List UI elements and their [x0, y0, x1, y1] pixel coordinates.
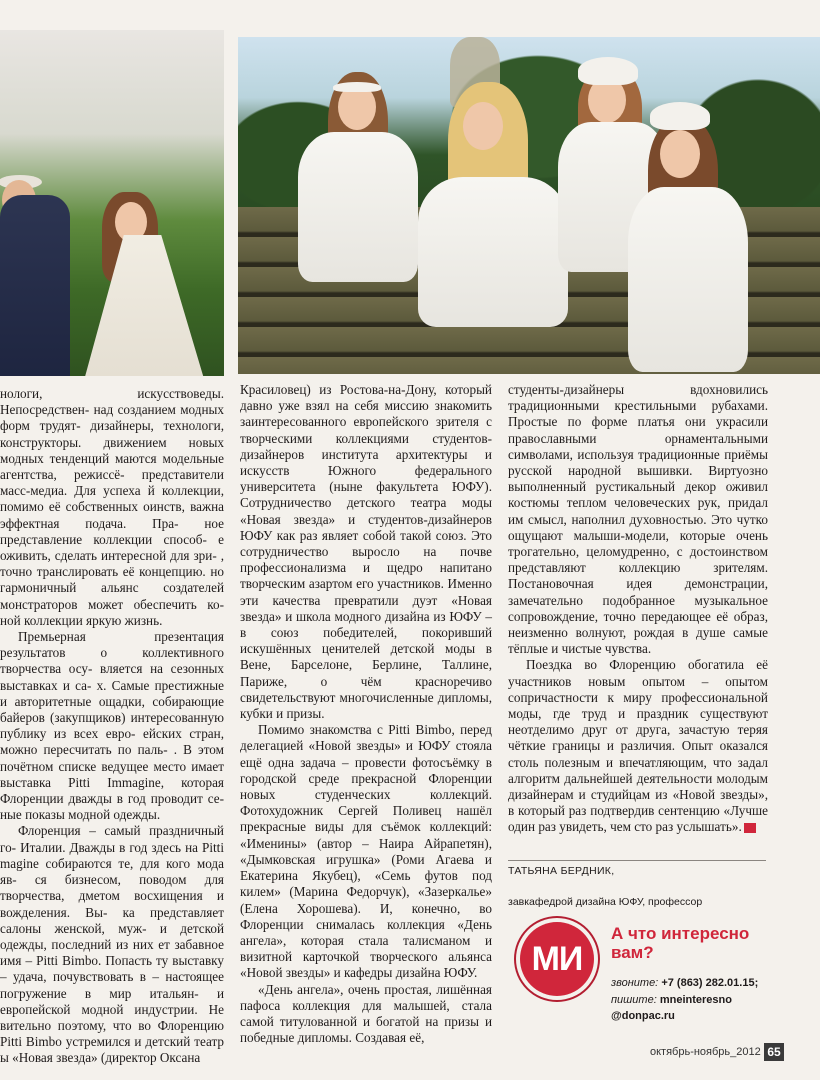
promo-contacts [611, 975, 811, 1025]
photo-children-walking [0, 30, 224, 376]
promo-heading: А что интересно вам? [611, 924, 750, 962]
paragraph: Премьерная презентация результатов о коллективного творчества осу- вляется на сезонных выставках и са- х. Самые престижные и авторитетные ощадки, собирающие байеров (закупщиков) интересованную публику из всех евро- ейских стран, можно пересчитать по паль- . В этом почётном списке ведущее место имает выставка Pitti Immagine, которая Флоренции дважды в год проводит се- ные показы модной одежды. [0, 629, 224, 823]
write-line [611, 992, 811, 1009]
paragraph: студенты-дизайнеры вдохновились традиционными крестильными рубахами. Простые по форме платья они украсили православными орнаментальными символами, используя традиционные приёмы русской народной вышивки. Виртуозно выполненный рустикальный декор оживил костюмы теплом человеческих рук, придал им смысл, наполнил духовностью. Это чутко ощущают малыши-модели, которые очень трогательно, целомудренно, с достоинством представляют коллекцию зрителям. Постановочная идея демонстрации, замечательно подобранное музыкальное сопровождение, точно передающее её образ, неизменно волнуют, рождая в душе самые тёплые и чистые чувства. [508, 382, 768, 657]
end-mark-icon [744, 823, 756, 833]
boy-figure [0, 195, 70, 376]
paragraph: Красиловец) из Ростова-на-Дону, который давно уже взял на себя миссию знакомить заинтересованного европейского зрителя с творческими коллекциями студентов-дизайнеров института архитектуры и искусств Южного федерального университета (ныне факультета ЮФУ). Сотрудничество детского театра моды «Новая звезда» и студентов-дизайнеров ЮФУ как раз являет собой такой союз. Это сотрудничество выросло на почве профессионализма и щедро напитано творческим азартом его участников. Именно эти качества превратили дуэт «Новая звезда» и школа модного дизайна из ЮФУ – в союз победителей, покоривший искушённых ценителей детской моды в Вене, Барселоне, Берлине, Таллине, Париже, о чём красноречиво свидетельствуют многочисленные дипломы, кубки и призы. [240, 382, 492, 722]
girl-dress [80, 235, 205, 376]
article-column-3 [508, 382, 768, 836]
paragraph-text: Поездка во Флоренцию обогатила её участников новым опытом – опытом сопричастности к миру профессиональной моды, где труд и праздник существуют неотделимо друг от друга, зачастую теряя чёткие границы и различия. Опыт оказался столь полезным и впечатляющим, что задал алгоритм дальнейшей деятельности молодым дизайнерам и студийцам из «Новой звезды», в который раз подтвердив сентенцию «Лучше один раз увидеть, чем сто раз услышать». [508, 657, 768, 835]
photo-girls-on-steps [238, 37, 820, 374]
phone-number: +7 (863) 282.01.15; [661, 977, 759, 989]
paragraph: «День ангела», очень простая, лишённая пафоса коллекция для малышей, стала самой титулованной и богатой на призы и победные дипломы. Создавая её, [240, 981, 492, 1046]
email-handle: mneinteresno [659, 993, 732, 1006]
paragraph: Помимо знакомства с Pitti Bimbo, перед делегацией «Новой звезды» и ЮФУ стояла ещё одна задача – провести фотосъёмку в городской среде прекрасной Флоренции новых студенческих коллекций. Фотохудожник Сергей Поливец нашёл прекрасные виды для съёмок коллекций: «Именины» (автор – Наира Айрапетян), «Дымковская игрушка» (Роми Агаева и Екатерина Якубец), «Семь футов под килем» (Марина Федорчук), «Зазеркалье» (Елена Хорошева). И, конечно, во Флоренции снималась коллекция «День ангела», которая стала талисманом и визитной карточкой творческого альянса «Новой звезды» и кафедры дизайна ЮФУ. [240, 722, 492, 981]
phone-label: звоните: [611, 977, 659, 989]
page-number: 65 [764, 1043, 784, 1061]
write-label: пишите: [611, 993, 657, 1006]
phone-line [611, 975, 811, 992]
author-title: завкафедрой дизайна ЮФУ, профессор [508, 896, 703, 908]
logo-text: МИ [531, 939, 583, 978]
author-name: ТАТЬЯНА БЕРДНИК, [508, 865, 615, 877]
paragraph: нологи, искусствоведы. Непосредствен- над созданием модных форм трудят- дизайнеры, технологи, конструкторы. движением новых модных тенденций маются модельные агентства, режиссё- представители масс-медиа. Для успеха й коллекции, помимо её собственных оинств, важна эффектная подача. Пра- ное представление коллекции способ- е оживить, сделать интересной для зри- , точно транслировать её концепцию. но гармоничный альянс создателей монстраторов может обеспечить ко- ной коллекции яркую жизнь. [0, 386, 224, 628]
mi-logo [520, 922, 594, 996]
paragraph: Флоренция – самый праздничный го- Италии. Дважды в год здесь на Pitti magine собираются те, для кого мода яв- ся бизнесом, поводом для творчества, дметом восхищения и вожделения. Вы- ка представляет салоны женской, муж- и детской одежды, последний из них ет забавное имя – Pitti Bimbo. Попасть ту выставку – удача, почувствовать в – настоящее погружение в мир итальян- и европейской модной индустрии. Не вительно поэтому, что во Флоренцию Pitti Bimbo устремился и детский театр ы «Новая звезда» (директор Оксана [0, 823, 224, 1066]
author-divider [508, 860, 766, 861]
email-domain: @donpac.ru [611, 1010, 675, 1022]
paragraph [508, 657, 768, 835]
article-column-2 [240, 382, 492, 1046]
issue-date: октябрь-ноябрь_2012 [650, 1046, 761, 1058]
article-column-1 [0, 386, 224, 1067]
